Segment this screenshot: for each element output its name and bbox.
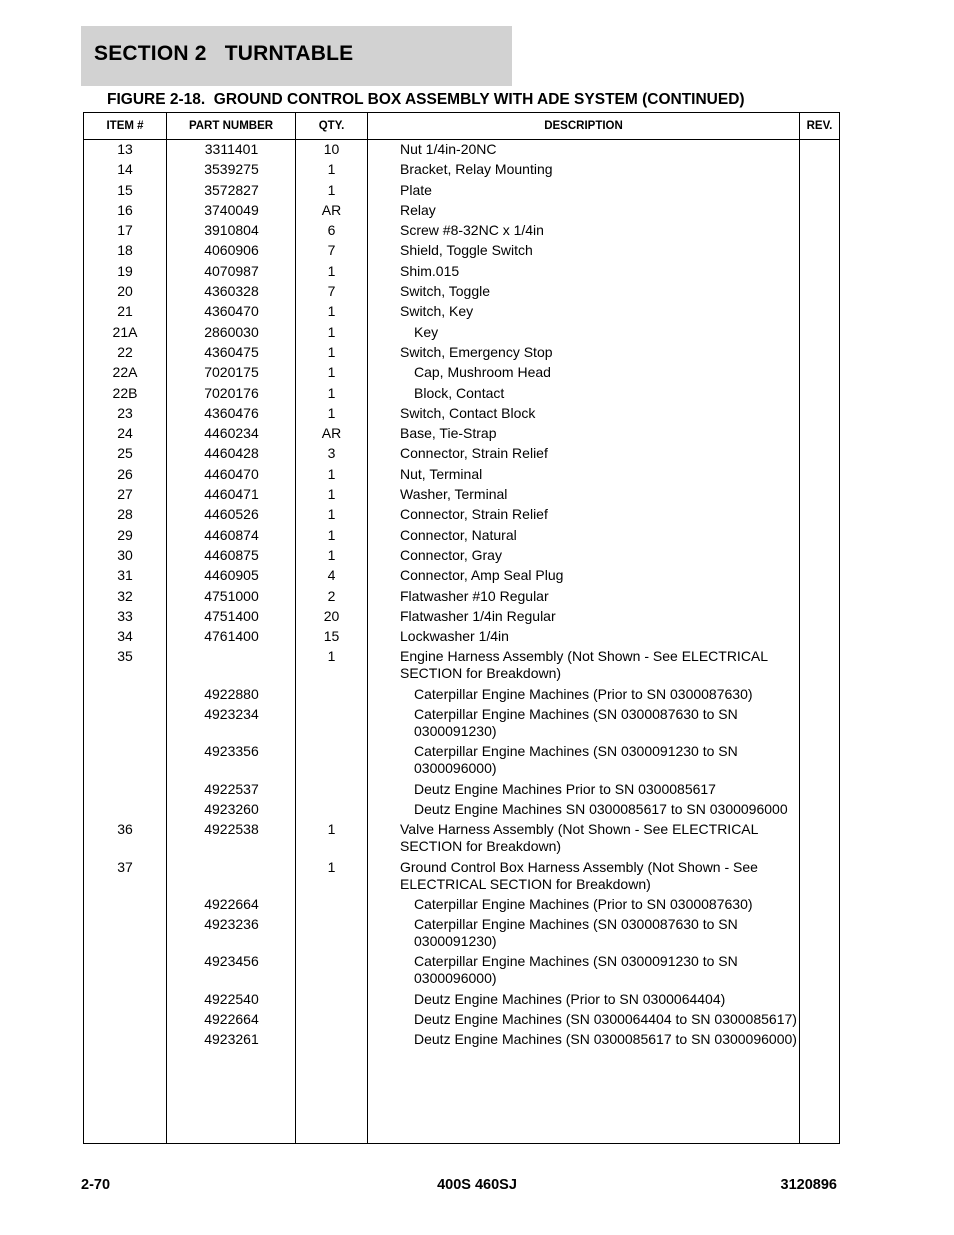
table-row (84, 953, 839, 990)
part-number-cell: 4923456 (204, 953, 259, 970)
description-cell: Connector, Amp Seal Plug (400, 567, 564, 584)
description-cell: Caterpillar Engine Machines (SN 0300091230 to SN 0300096000) (414, 743, 738, 777)
item-cell: 18 (117, 242, 133, 259)
table-row (84, 161, 839, 181)
part-number-cell: 3910804 (204, 222, 259, 239)
qty-cell: 1 (327, 364, 336, 381)
description-cell: Connector, Gray (400, 546, 502, 563)
header-description: DESCRIPTION (544, 120, 623, 132)
item-cell: 15 (117, 181, 133, 198)
part-number-cell: 4923261 (204, 1031, 259, 1048)
table-row (84, 242, 839, 262)
part-number-cell: 7020176 (204, 384, 259, 401)
description-cell: Connector, Strain Relief (400, 506, 548, 523)
part-number-cell: 4460874 (204, 526, 259, 543)
item-cell: 19 (117, 262, 133, 279)
description-cell: Nut 1/4in-20NC (400, 141, 497, 157)
table-row (84, 202, 839, 222)
description-cell: Shim.015 (400, 262, 460, 279)
description-cell: Switch, Key (400, 303, 474, 320)
description-cell: Relay (400, 201, 436, 218)
part-number-cell: 4360328 (204, 283, 259, 300)
description-cell: Deutz Engine Machines Prior to SN 0300085617 (414, 780, 716, 797)
parts-table (83, 112, 840, 1144)
part-number-cell: 4460526 (204, 506, 259, 523)
part-number-cell: 4922537 (204, 780, 259, 797)
qty-cell: 1 (327, 343, 336, 360)
section-title: SECTION 2 TURNTABLE (94, 42, 354, 65)
part-number-cell: 4751000 (204, 587, 259, 604)
part-number-cell: 3740049 (204, 201, 259, 218)
part-number-cell: 4751400 (204, 607, 259, 624)
table-row (84, 859, 839, 896)
description-cell: Caterpillar Engine Machines (SN 0300087630 to SN 0300091230) (414, 916, 738, 950)
figure-title: FIGURE 2-18. GROUND CONTROL BOX ASSEMBLY WITH ADE SYSTEM (CONTINUED) (107, 91, 745, 108)
description-cell: Block, Contact (414, 384, 505, 401)
table-row (84, 567, 839, 587)
description-cell: Nut, Terminal (400, 465, 483, 482)
part-number-cell: 4923234 (204, 706, 259, 723)
table-row (84, 628, 839, 648)
item-cell: 35 (117, 648, 133, 665)
table-row (84, 364, 839, 384)
part-number-cell: 4923260 (204, 800, 259, 817)
table-row (84, 527, 839, 547)
part-number-cell: 3311401 (204, 141, 259, 157)
qty-cell: 4 (327, 567, 336, 584)
qty-cell: 10 (323, 141, 340, 157)
qty-cell: 6 (327, 222, 336, 239)
qty-cell: 1 (327, 404, 336, 421)
table-row (84, 1011, 839, 1031)
item-cell: 14 (117, 161, 133, 178)
table-row (84, 506, 839, 526)
table-row (84, 821, 839, 858)
description-cell: Flatwasher 1/4in Regular (400, 607, 556, 624)
description-cell: Switch, Contact Block (400, 404, 536, 421)
qty-cell: 1 (327, 546, 336, 563)
part-number-cell: 4360475 (204, 343, 259, 360)
item-cell: 22A (112, 364, 138, 381)
table-row (84, 896, 839, 916)
description-cell: Deutz Engine Machines (SN 0300064404 to SN 0300085617) (414, 1010, 797, 1027)
table-row (84, 706, 839, 743)
item-cell: 23 (117, 404, 133, 421)
table-row (84, 608, 839, 628)
qty-cell: 1 (327, 262, 336, 279)
header-part-number: PART NUMBER (188, 120, 274, 132)
table-row (84, 344, 839, 364)
table-row (84, 303, 839, 323)
item-cell: 28 (117, 506, 133, 523)
table-row (84, 445, 839, 465)
table-row (84, 991, 839, 1011)
qty-cell: 1 (327, 323, 336, 340)
item-cell: 21A (112, 323, 138, 340)
part-number-cell: 4460234 (204, 425, 259, 442)
item-cell: 32 (117, 587, 133, 604)
part-number-cell: 2860030 (204, 323, 259, 340)
qty-cell: 1 (327, 161, 336, 178)
part-number-cell: 4460875 (204, 546, 259, 563)
description-cell: Connector, Natural (400, 526, 517, 543)
item-cell: 22B (112, 384, 138, 401)
part-number-cell: 4922880 (204, 685, 259, 702)
description-cell: Flatwasher #10 Regular (400, 587, 549, 604)
qty-cell: AR (321, 201, 342, 218)
part-number-cell: 4360470 (204, 303, 259, 320)
item-cell: 17 (117, 222, 133, 239)
qty-cell: 1 (327, 858, 336, 875)
item-cell: 25 (117, 445, 133, 462)
qty-cell: 7 (327, 242, 336, 259)
description-cell: Caterpillar Engine Machines (SN 0300087630 to SN 0300091230) (414, 706, 738, 740)
table-row (84, 916, 839, 953)
description-cell: Deutz Engine Machines (SN 0300085617 to SN 0300096000) (414, 1031, 797, 1048)
part-number-cell: 4360476 (204, 404, 259, 421)
table-row (84, 686, 839, 706)
description-cell: Base, Tie-Strap (400, 425, 497, 442)
table-row (84, 781, 839, 801)
header-divider (84, 139, 839, 140)
part-number-cell: 4923236 (204, 916, 259, 933)
description-cell: Engine Harness Assembly (Not Shown - See ELECTRICAL SECTION for Breakdown) (400, 648, 768, 682)
table-row (84, 588, 839, 608)
table-row (84, 141, 839, 161)
qty-cell: 1 (327, 181, 336, 198)
part-number-cell: 4922538 (204, 821, 259, 838)
item-cell: 24 (117, 425, 133, 442)
qty-cell: 1 (327, 303, 336, 320)
document-number: 3120896 (780, 1177, 837, 1193)
header-item: ITEM # (106, 120, 144, 132)
qty-cell: 1 (327, 821, 336, 838)
qty-cell: 7 (327, 283, 336, 300)
table-row (84, 466, 839, 486)
item-cell: 37 (117, 858, 133, 875)
description-cell: Caterpillar Engine Machines (Prior to SN 0300087630) (414, 685, 753, 702)
part-number-cell: 4922664 (204, 1010, 259, 1027)
table-row (84, 648, 839, 685)
item-cell: 21 (117, 303, 133, 320)
qty-cell: AR (321, 425, 342, 442)
qty-cell: 1 (327, 648, 336, 665)
item-cell: 27 (117, 486, 133, 503)
item-cell: 33 (117, 607, 133, 624)
table-row (84, 222, 839, 242)
page-number: 2-70 (81, 1177, 111, 1193)
part-number-cell: 3539275 (204, 161, 259, 178)
item-cell: 30 (117, 546, 133, 563)
item-cell: 20 (117, 283, 133, 300)
item-cell: 22 (117, 343, 133, 360)
description-cell: Cap, Mushroom Head (414, 364, 551, 381)
qty-cell: 2 (327, 587, 336, 604)
qty-cell: 15 (323, 628, 340, 645)
description-cell: Screw #8-32NC x 1/4in (400, 222, 544, 239)
description-cell: Ground Control Box Harness Assembly (Not Shown - See ELECTRICAL SECTION for Breakdown) (400, 858, 758, 892)
table-row (84, 182, 839, 202)
qty-cell: 3 (327, 445, 336, 462)
item-cell: 36 (117, 821, 133, 838)
table-row (84, 743, 839, 780)
header-rev: REV. (806, 120, 833, 132)
part-number-cell: 3572827 (204, 181, 259, 198)
table-row (84, 385, 839, 405)
table-row (84, 1031, 839, 1051)
model-label: 400S 460SJ (437, 1177, 517, 1193)
table-row (84, 547, 839, 567)
part-number-cell: 4923356 (204, 743, 259, 760)
item-cell: 13 (117, 141, 133, 157)
part-number-cell: 4922664 (204, 895, 259, 912)
qty-cell: 20 (323, 607, 340, 624)
table-row (84, 283, 839, 303)
description-cell: Connector, Strain Relief (400, 445, 548, 462)
table-row (84, 425, 839, 445)
description-cell: Caterpillar Engine Machines (SN 0300091230 to SN 0300096000) (414, 953, 738, 987)
description-cell: Caterpillar Engine Machines (Prior to SN 0300087630) (414, 895, 753, 912)
description-cell: Valve Harness Assembly (Not Shown - See ELECTRICAL SECTION for Breakdown) (400, 821, 758, 855)
part-number-cell: 7020175 (204, 364, 259, 381)
description-cell: Deutz Engine Machines SN 0300085617 to SN 0300096000 (414, 800, 788, 817)
part-number-cell: 4922540 (204, 990, 259, 1007)
table-row (84, 263, 839, 283)
item-cell: 29 (117, 526, 133, 543)
qty-cell: 1 (327, 526, 336, 543)
part-number-cell: 4060906 (204, 242, 259, 259)
table-body (84, 141, 839, 1052)
item-cell: 16 (117, 201, 133, 218)
description-cell: Switch, Toggle (400, 283, 491, 300)
qty-cell: 1 (327, 486, 336, 503)
qty-cell: 1 (327, 384, 336, 401)
item-cell: 31 (117, 567, 133, 584)
part-number-cell: 4460471 (204, 486, 259, 503)
description-cell: Switch, Emergency Stop (400, 343, 553, 360)
table-row (84, 801, 839, 821)
header-qty: QTY. (318, 120, 345, 132)
qty-cell: 1 (327, 506, 336, 523)
description-cell: Plate (400, 181, 432, 198)
description-cell: Washer, Terminal (400, 486, 508, 503)
description-cell: Deutz Engine Machines (Prior to SN 0300064404) (414, 990, 726, 1007)
part-number-cell: 4460428 (204, 445, 259, 462)
description-cell: Bracket, Relay Mounting (400, 161, 553, 178)
table-row (84, 324, 839, 344)
part-number-cell: 4460905 (204, 567, 259, 584)
qty-cell: 1 (327, 465, 336, 482)
table-row (84, 405, 839, 425)
description-cell: Key (414, 323, 439, 340)
description-cell: Lockwasher 1/4in (400, 628, 509, 645)
item-cell: 34 (117, 628, 133, 645)
part-number-cell: 4070987 (204, 262, 259, 279)
description-cell: Shield, Toggle Switch (400, 242, 533, 259)
part-number-cell: 4761400 (204, 628, 259, 645)
part-number-cell: 4460470 (204, 465, 259, 482)
item-cell: 26 (117, 465, 133, 482)
table-row (84, 486, 839, 506)
